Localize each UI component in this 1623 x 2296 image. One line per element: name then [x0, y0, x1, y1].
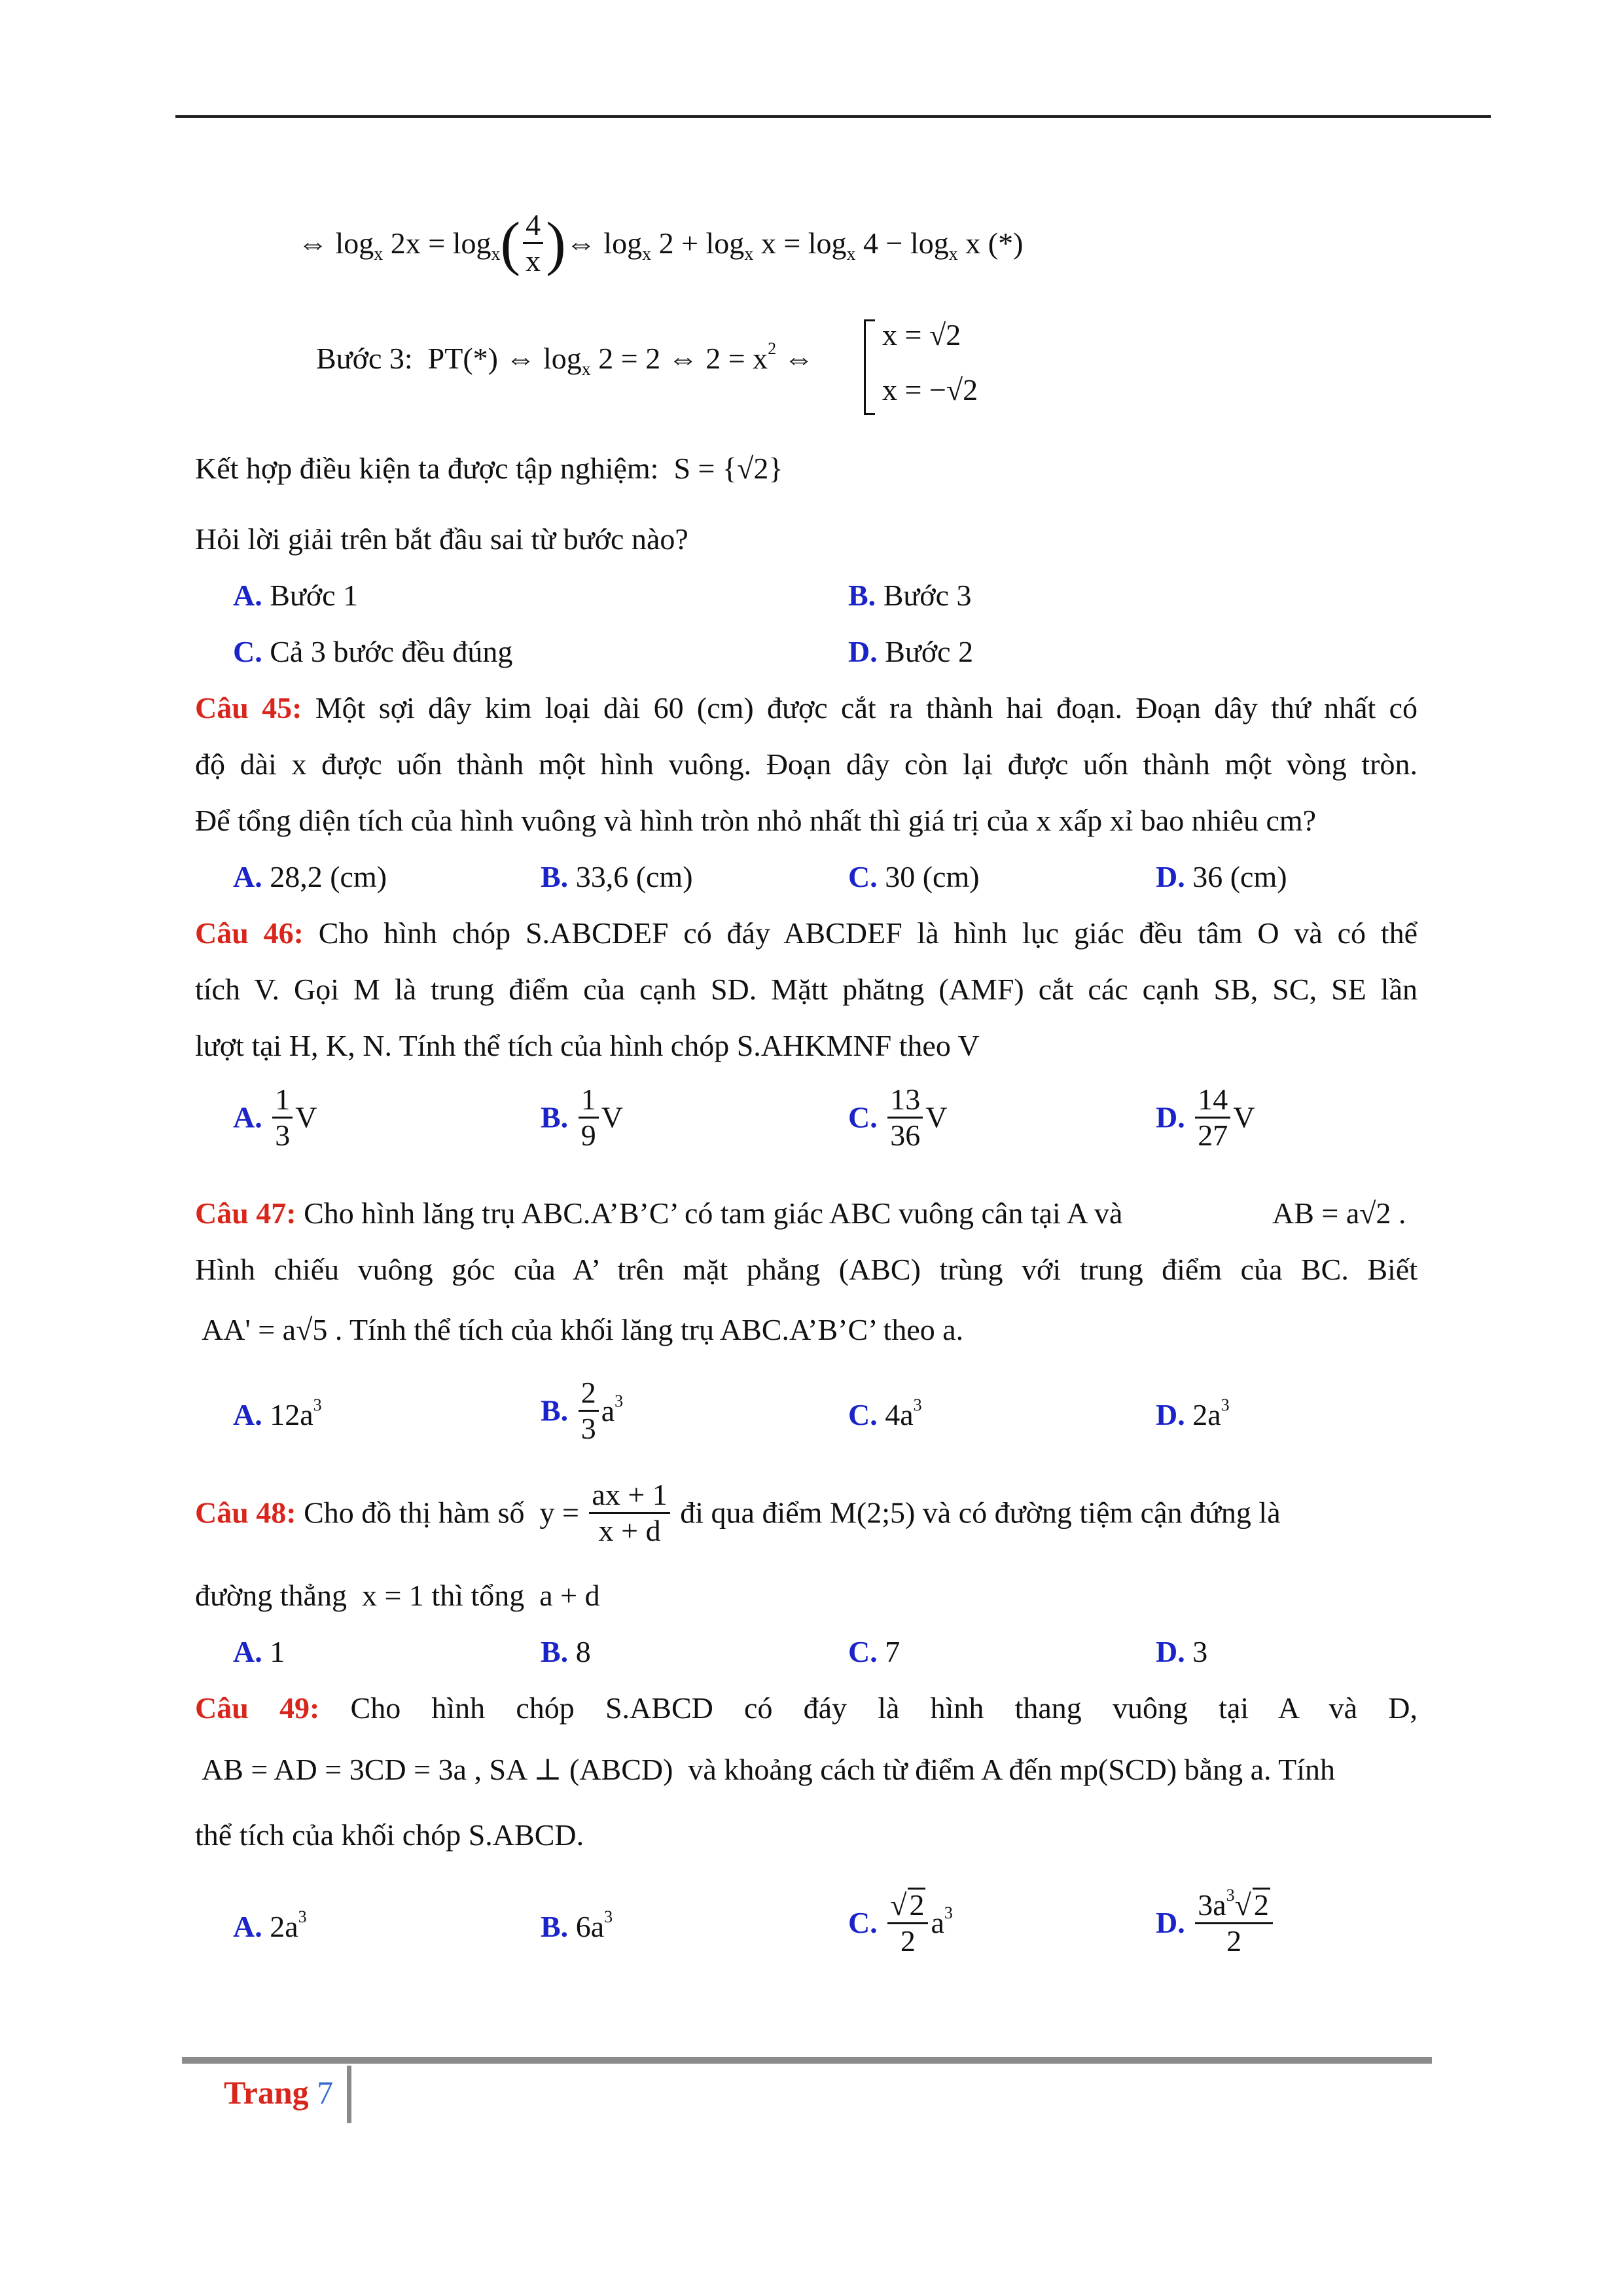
q46-line3: lượt tại H, K, N. Tính thể tích của hình chóp S.AHKMNF theo V: [195, 1029, 980, 1062]
q47-line3: AA' = a√5 . Tính thể tích của khối lăng trụ ABC.A’B’C’ theo a.: [202, 1313, 964, 1346]
q49-option-b: B. $6a^3$: [541, 1907, 613, 1943]
step3-case1: x = √2: [882, 318, 961, 351]
q48-function: $\frac{ax + 1}{x + d}$: [589, 1478, 669, 1548]
q49-line3: thể tích của khối chóp S.ABCD.: [195, 1818, 584, 1852]
q44-option-a: A. Bước 1: [233, 579, 359, 612]
q46-option-d: D. $\frac{14}{27}$ V: [1156, 1083, 1255, 1152]
q45-option-a: A. 28,2 (cm): [233, 860, 387, 893]
q45-option-d: D. 36 (cm): [1156, 860, 1287, 893]
step3-label: Bước 3:: [316, 342, 413, 375]
q49-line1: Câu 49: Cho hình chóp S.ABCD có đáy là hình thang vuông tại A và D,: [195, 1691, 1418, 1725]
q44-option-d: D. Bước 2: [848, 635, 974, 668]
footer-divider: [347, 2066, 351, 2123]
q48-option-c: C. 7: [848, 1635, 901, 1668]
q45-line2: độ dài x được uốn thành một hình vuông. Đoạn dây còn lại được uốn thành một vòng tròn.: [195, 747, 1418, 781]
q45-option-b: B. 33,6 (cm): [541, 860, 693, 893]
q47-aa-expr: AA' = a√5: [202, 1313, 328, 1346]
q47-option-a: A. $12a^3$: [233, 1395, 322, 1431]
q48-option-b: B. 8: [541, 1635, 591, 1668]
q45-line1: Câu 45: Một sợi dây kim loại dài 60 (cm) được cắt ra thành hai đoạn. Đoạn dây thứ nhất có: [195, 691, 1418, 725]
q48-option-d: D. 3: [1156, 1635, 1208, 1668]
q46-option-c: C. $\frac{13}{36}$ V: [848, 1083, 948, 1152]
q45-option-c: C. 30 (cm): [848, 860, 980, 893]
step3-bracket: [864, 319, 875, 415]
q48-option-a: A. 1: [233, 1635, 285, 1668]
q46-line1: Câu 46: Cho hình chóp S.ABCDEF có đáy ABCDEF là hình lục giác đều tâm O và có thể: [195, 916, 1418, 950]
solution-step3: Bước 3: PT(*) ⇔ $\log_x 2 = 2$ ⇔ $2 = x^2$ ⇔: [316, 339, 814, 380]
header-rule: [175, 115, 1491, 118]
q44-question: Hỏi lời giải trên bắt đầu sai từ bước nào?: [195, 522, 688, 556]
q49-option-a: A. $2a^3$: [233, 1907, 307, 1943]
solution-step2: ⇔ $\log_x 2x = \log_x$( $\frac{4}{x}$ )⇔ $\log_x 2 + \log_x x = \log_x 4 - \log_x x$ (*): [298, 208, 1024, 278]
q46-line2: tích V. Gọi M là trung điểm của cạnh SD. Mặtt phătng (AMF) cắt các cạnh SB, SC, SE lần: [195, 973, 1418, 1006]
solution-conclusion: Kết hợp điều kiện ta được tập nghiệm: S = {√2}: [195, 452, 783, 485]
q47-option-c: C. $4a^3$: [848, 1395, 922, 1431]
q49-condition: AB = AD = 3CD = 3a , SA ⊥ (ABCD): [202, 1753, 673, 1786]
step3-case2: x = −√2: [882, 373, 978, 406]
q48-line1: Câu 48: Cho đồ thị hàm số y = $\frac{ax + 1}{x + d}$ đi qua điểm M(2;5) và có đường tiệm cận đứng là: [195, 1478, 1281, 1547]
q48-point: M(2;5): [829, 1496, 916, 1530]
q47-line2: Hình chiếu vuông góc của A’ trên mặt phẳng (ABC) trùng với trung điểm của BC. Biết: [195, 1253, 1418, 1286]
q47-line1: Câu 47: Cho hình lăng trụ ABC.A’B’C’ có tam giác ABC vuông cân tại A và: [195, 1196, 1123, 1230]
q49-option-d: D. $\frac{3a^3√2}{2}$: [1156, 1888, 1275, 1958]
q47-option-b: B. $\frac{2}{3}$ $a^3$: [541, 1376, 624, 1445]
q48-line2: đường thẳng x = 1 thì tổng a + d: [195, 1579, 600, 1612]
q46-option-b: B. $\frac{1}{9}$ V: [541, 1083, 623, 1152]
q47-option-d: D. $2a^3$: [1156, 1395, 1230, 1431]
page-number: Trang 7: [224, 2074, 334, 2111]
q44-option-b: B. Bước 3: [848, 579, 972, 612]
footer-rule: [182, 2057, 1432, 2064]
q49-option-c: C. $\frac{√2}{2}$ $a^3$: [848, 1888, 953, 1958]
q45-line3: Để tổng diện tích của hình vuông và hình tròn nhỏ nhất thì giá trị của x xấp xỉ bao nhiêu cm?: [195, 804, 1317, 837]
q44-option-c: C. Cả 3 bước đều đúng: [233, 635, 513, 668]
q46-option-a: A. $\frac{1}{3}$ V: [233, 1083, 317, 1152]
q49-line2: AB = AD = 3CD = 3a , SA ⊥ (ABCD) và khoảng cách từ điểm A đến mp(SCD) bằng a. Tính: [202, 1753, 1336, 1786]
solution-set: S = {√2}: [673, 452, 783, 485]
q47-ab-expr: AB = a√2 .: [1272, 1196, 1406, 1230]
